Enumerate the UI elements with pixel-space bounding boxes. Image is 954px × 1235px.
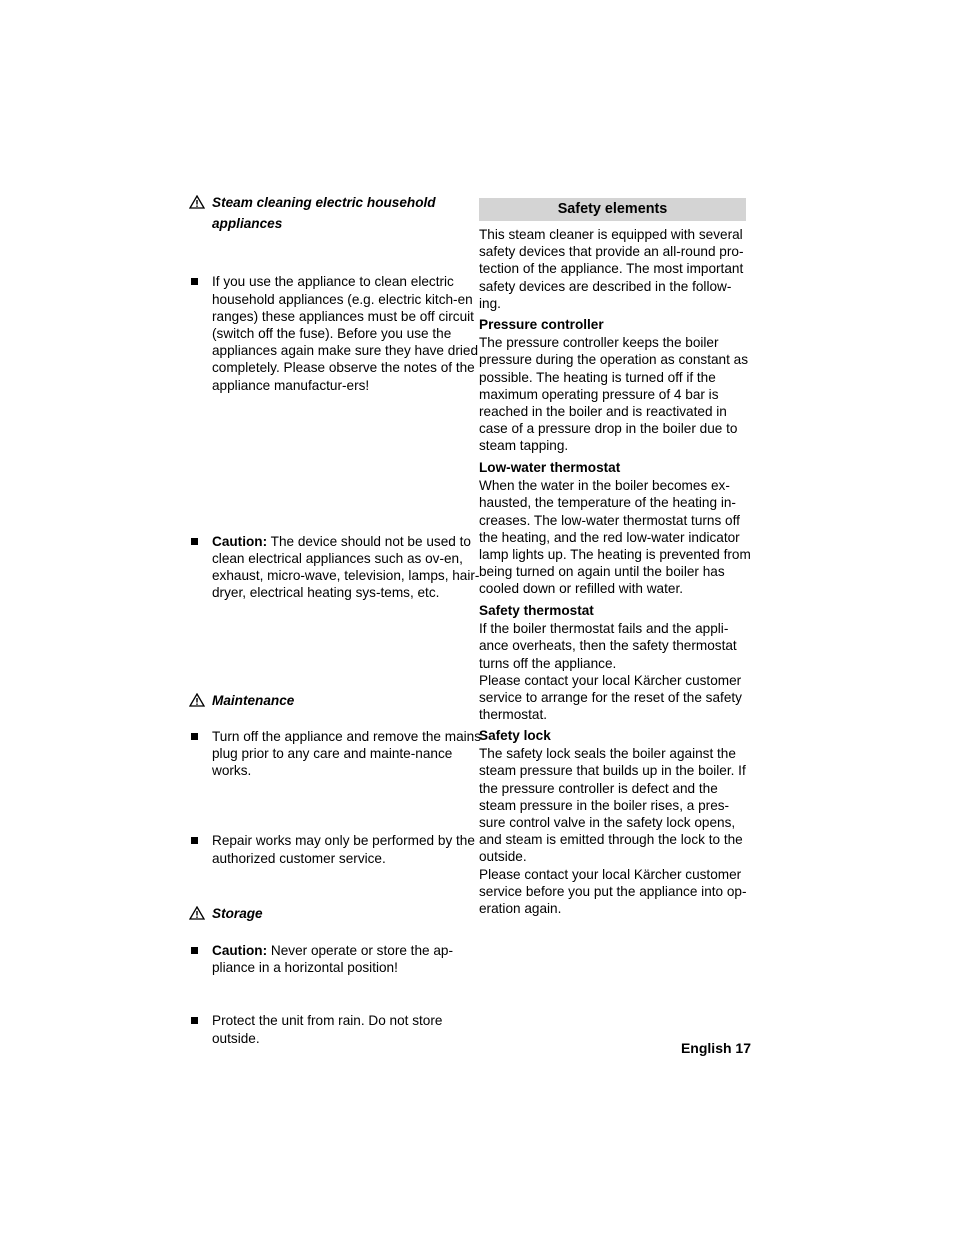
subsection-safety-lock bbox=[479, 727, 751, 917]
bullet-text: If you use the appliance to clean electric household appliances (e.g. electric kitch-en ranges) these appliances must be off circuit (switch off the fuse). Before you use the appliances again make sure they have dried completely. Please observe the notes of the appliance manufactur-ers! bbox=[212, 274, 479, 393]
bullet-item bbox=[188, 533, 488, 602]
subsection-pressure-controller bbox=[479, 316, 751, 455]
bullet-item bbox=[188, 832, 488, 866]
subsection-title: Safety thermostat bbox=[479, 603, 594, 618]
heading-text: appliances bbox=[212, 216, 283, 232]
section-title-bar: Safety elements bbox=[479, 198, 746, 221]
bullet-text: Protect the unit from rain. Do not store outside. bbox=[212, 1013, 443, 1046]
subsection-text: When the water in the boiler becomes ex-hausted, the temperature of the heating in-creases. The low-water thermostat turns off the heating, and the red low-water indicator lamp lights up. The heating is prevented from being turned on again until the boiler has cooled down or refilled with water. bbox=[479, 478, 751, 597]
bullet-item bbox=[188, 273, 488, 393]
warning-triangle-icon bbox=[189, 195, 205, 209]
page-number-footer: English 17 bbox=[680, 1040, 751, 1056]
bullet-text: Repair works may only be performed by the authorized customer service. bbox=[212, 833, 475, 866]
subsection-safety-thermostat bbox=[479, 602, 751, 723]
heading-text: Maintenance bbox=[212, 692, 295, 708]
warning-heading-storage bbox=[188, 905, 488, 922]
bullet-square-icon bbox=[191, 538, 198, 545]
subsection-title: Low-water thermostat bbox=[479, 460, 621, 475]
bullet-item bbox=[188, 1012, 488, 1046]
bullet-item bbox=[188, 942, 488, 976]
heading-text: Storage bbox=[212, 905, 263, 921]
warning-heading-steam-cleaning bbox=[188, 194, 488, 232]
caution-label: Caution: bbox=[212, 943, 268, 959]
subsection-title: Pressure controller bbox=[479, 317, 604, 332]
warning-heading-maintenance bbox=[188, 692, 488, 709]
bullet-square-icon bbox=[191, 947, 198, 954]
subsection-title: Safety lock bbox=[479, 728, 551, 743]
bullet-text: Never operate or store the ap-pliance in a horizontal position! bbox=[212, 943, 454, 976]
bullet-text: Turn off the appliance and remove the mains plug prior to any care and mainte-nance works. bbox=[212, 728, 482, 779]
intro-paragraph: This steam cleaner is equipped with several safety devices that provide an all-round pro-tection of the appliance. The most important safety devices are described in the follow-ing. bbox=[479, 227, 744, 311]
bullet-text: The device should not be used to clean electrical appliances such as ov-en, exhaust, micro-wave, television, lamps, hair-dryer, electrical heating sys-tems, etc. bbox=[212, 533, 480, 601]
bullet-square-icon bbox=[191, 837, 198, 844]
warning-triangle-icon bbox=[189, 906, 205, 920]
subsection-low-water-thermostat bbox=[479, 459, 751, 598]
heading-text: Steam cleaning electric household bbox=[212, 195, 436, 210]
subsection-text: The pressure controller keeps the boiler pressure during the operation as constant as possible. The heating is turned off if the maximum operating pressure of 4 bar is reached in the boiler and is reactivated in case of a pressure drop in the boiler due to steam tapping. bbox=[479, 335, 749, 454]
bullet-item bbox=[188, 728, 488, 780]
subsection-text: Please contact your local Kärcher customer service to arrange for the reset of the safety thermostat. bbox=[479, 672, 742, 723]
left-column bbox=[188, 0, 482, 1046]
caution-label: Caution: bbox=[212, 533, 268, 549]
subsection-text: If the boiler thermostat fails and the appli-ance overheats, then the safety thermostat turns off the appliance. bbox=[479, 621, 737, 671]
bullet-square-icon bbox=[191, 1017, 198, 1024]
bullet-square-icon bbox=[191, 278, 198, 285]
warning-triangle-icon bbox=[189, 693, 205, 707]
subsection-text: Please contact your local Kärcher customer service before you put the appliance into op-eration again. bbox=[479, 866, 747, 917]
subsection-text: The safety lock seals the boiler against the steam pressure that builds up in the boiler. If the pressure controller is defect and the steam pressure in the boiler rises, a pres-sure control valve in the safety lock opens, and steam is emitted through the lock to the outside. bbox=[479, 746, 746, 865]
bullet-square-icon bbox=[191, 733, 198, 740]
